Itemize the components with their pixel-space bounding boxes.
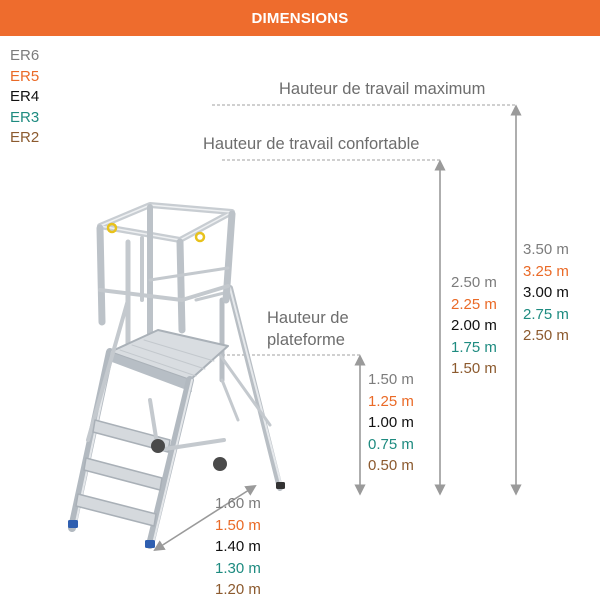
comfort-working-height-values [451, 272, 497, 380]
comfort-height-er4: 2.00 m [451, 317, 497, 334]
max-height-er3: 2.75 m [523, 305, 569, 323]
max-height-er4: 3.00 m [523, 284, 569, 301]
comfort-height-er6: 2.50 m [451, 274, 497, 291]
platform-height-label-line2: plateforme [267, 331, 345, 349]
legend-item-er4: ER4 [10, 88, 40, 105]
max-working-height-label: Hauteur de travail maximum [279, 80, 486, 98]
platform-height-er6: 1.50 m [368, 371, 414, 388]
depth-values [215, 493, 261, 600]
platform-height-er4: 1.00 m [368, 414, 414, 431]
comfort-working-height-label: Hauteur de travail confortable [203, 135, 420, 153]
max-height-er6: 3.50 m [523, 241, 569, 258]
depth-er5: 1.50 m [215, 516, 261, 534]
platform-height-values [368, 369, 414, 477]
legend-item-er3: ER3 [10, 108, 40, 126]
header-title: DIMENSIONS [251, 9, 349, 27]
platform-height-label-line1: Hauteur de [267, 309, 349, 327]
max-height-er2: 2.50 m [523, 327, 569, 344]
legend-item-er2: ER2 [10, 129, 40, 146]
platform-height-er3: 0.75 m [368, 435, 414, 453]
platform-height-er5: 1.25 m [368, 392, 414, 410]
legend-item-er5: ER5 [10, 67, 40, 85]
max-height-er5: 3.25 m [523, 262, 569, 280]
legend-item-er6: ER6 [10, 47, 40, 64]
platform-height-label [267, 307, 349, 351]
max-working-height-values [523, 239, 569, 347]
depth-er3: 1.30 m [215, 559, 261, 577]
depth-er2: 1.20 m [215, 581, 261, 598]
comfort-height-er5: 2.25 m [451, 295, 497, 313]
platform-height-er2: 0.50 m [368, 457, 414, 474]
comfort-height-er3: 1.75 m [451, 338, 497, 356]
comfort-height-er2: 1.50 m [451, 360, 497, 377]
depth-er4: 1.40 m [215, 538, 261, 555]
depth-er6: 1.60 m [215, 495, 261, 512]
